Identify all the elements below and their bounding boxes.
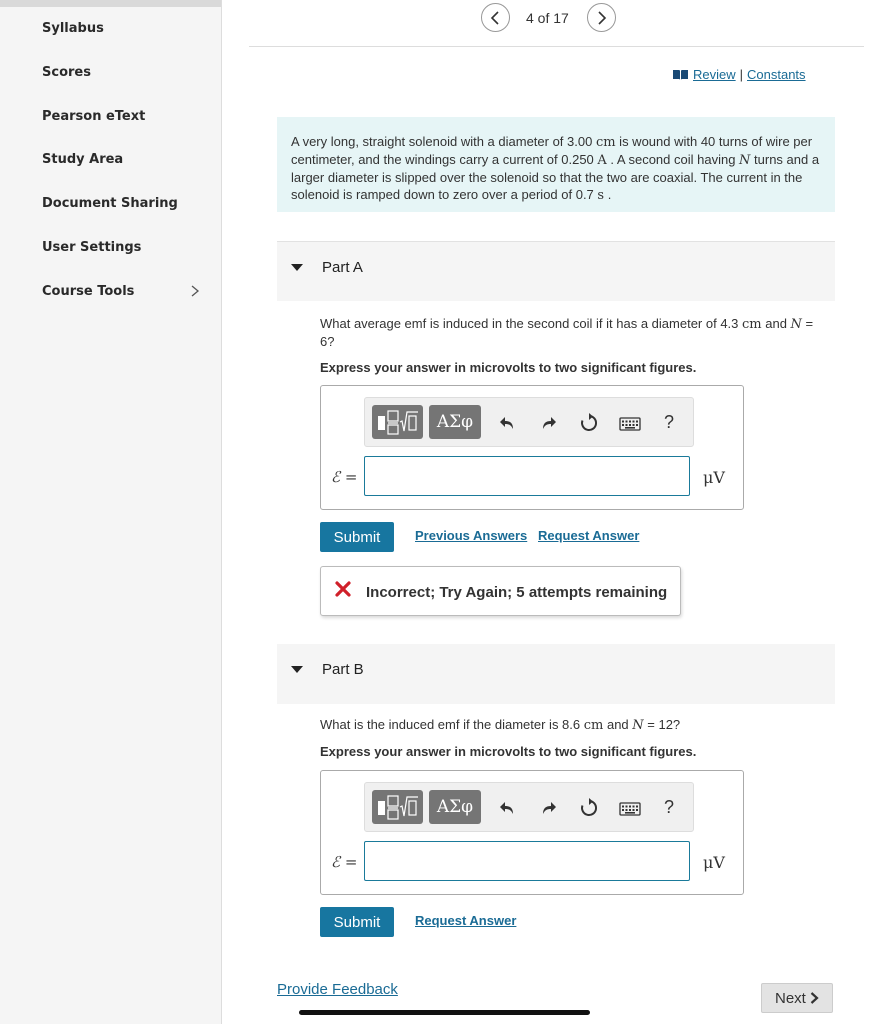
sidebar-item-course-tools[interactable]: Course Tools (42, 284, 135, 299)
problem-statement: A very long, straight solenoid with a diameter of 3.00 cm is wound with 40 turns of wire per centimeter, and the windings carry a current of 0.250 A . A second coil having N turns and a larger diameter is slipped over the solenoid so that the two are coaxial. The current in the solenoid is ramped down to zero over a period of 0.7 s . (277, 117, 835, 212)
templates-icon (372, 405, 423, 439)
part-b-request-answer-link[interactable]: Request Answer (415, 913, 517, 928)
undo-icon[interactable] (497, 412, 519, 434)
collapse-triangle-icon[interactable] (291, 264, 303, 271)
part-b-header[interactable] (277, 644, 835, 704)
greek-symbols-button[interactable]: ΑΣφ (429, 405, 481, 439)
emf-label: ℰ = (331, 853, 358, 871)
resource-links (673, 67, 806, 82)
sidebar-item-scores[interactable]: Scores (42, 65, 91, 80)
part-b-submit-button[interactable]: Submit (320, 907, 394, 937)
chevron-right-icon (810, 992, 819, 1004)
part-b-answer-input[interactable] (364, 841, 690, 881)
chevron-right-icon[interactable] (188, 284, 202, 298)
error-x-icon (335, 581, 351, 597)
chevron-right-icon (596, 11, 608, 25)
next-item-button[interactable] (587, 3, 616, 32)
sidebar-item-document-sharing[interactable]: Document Sharing (42, 196, 178, 211)
part-a-header[interactable] (277, 241, 835, 301)
reset-icon[interactable] (578, 412, 600, 434)
unit-label: μV (703, 853, 725, 872)
greek-symbols-button[interactable]: ΑΣφ (429, 790, 481, 824)
part-b-title: Part B (322, 661, 364, 678)
undo-icon[interactable] (497, 797, 519, 819)
review-link[interactable]: Review (693, 67, 736, 82)
previous-answers-link[interactable]: Previous Answers (415, 528, 528, 543)
divider (249, 46, 864, 47)
book-icon (673, 69, 688, 80)
help-button[interactable]: ? (664, 797, 675, 817)
provide-feedback-link[interactable]: Provide Feedback (277, 981, 398, 998)
part-a-answer-panel (320, 385, 744, 510)
reset-icon[interactable] (578, 797, 600, 819)
sidebar-item-syllabus[interactable]: Syllabus (42, 21, 104, 36)
keyboard-icon[interactable] (618, 412, 642, 434)
previous-item-button[interactable] (481, 3, 510, 32)
collapse-triangle-icon[interactable] (291, 666, 303, 673)
item-position: 4 of 17 (526, 10, 569, 26)
part-b-question: What is the induced emf if the diameter is 8.6 cm and N = 12? (320, 717, 681, 733)
part-a-answer-input[interactable] (364, 456, 690, 496)
part-a-submit-button[interactable]: Submit (320, 522, 394, 552)
sidebar-item-study-area[interactable]: Study Area (42, 152, 124, 167)
part-b-instruction: Express your answer in microvolts to two significant figures. (320, 744, 697, 759)
templates-button[interactable] (372, 790, 423, 824)
sidebar (0, 0, 222, 1024)
math-toolbar (364, 782, 694, 832)
part-b-answer-panel (320, 770, 744, 895)
part-a-instruction: Express your answer in microvolts to two significant figures. (320, 360, 697, 375)
part-a-request-answer-link[interactable]: Request Answer (538, 528, 640, 543)
chevron-left-icon (490, 11, 502, 25)
templates-icon (372, 790, 423, 824)
redo-icon[interactable] (537, 412, 559, 434)
home-indicator (299, 1010, 590, 1015)
part-a-question: What average emf is induced in the second coil if it has a diameter of 4.3 cm and N = 6? (320, 316, 814, 349)
help-button[interactable]: ? (664, 412, 675, 432)
incorrect-feedback (320, 566, 681, 616)
unit-label: μV (703, 468, 725, 487)
next-button[interactable]: Next (761, 983, 833, 1013)
emf-label: ℰ = (331, 468, 358, 486)
redo-icon[interactable] (537, 797, 559, 819)
constants-link[interactable]: Constants (747, 67, 806, 82)
keyboard-icon[interactable] (618, 797, 642, 819)
sidebar-item-user-settings[interactable]: User Settings (42, 240, 142, 255)
feedback-message: Incorrect; Try Again; 5 attempts remaining (366, 584, 668, 601)
link-separator: | (739, 67, 744, 82)
sidebar-top-bar (0, 0, 221, 7)
sidebar-item-pearson-etext[interactable]: Pearson eText (42, 109, 146, 124)
templates-button[interactable] (372, 405, 423, 439)
part-a-title: Part A (322, 259, 363, 276)
math-toolbar (364, 397, 694, 447)
